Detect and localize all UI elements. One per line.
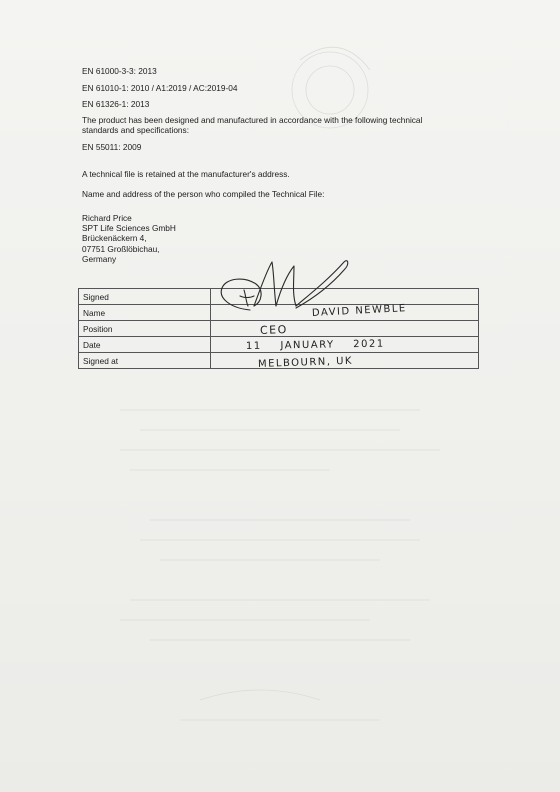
standard-line: EN 55011: 2009 xyxy=(82,142,142,152)
address-line: 07751 Großlöbichau, xyxy=(82,243,160,254)
compiler-address xyxy=(82,213,176,264)
row-label: Signed at xyxy=(79,353,211,369)
handwritten-name: DAVID NEWBLE xyxy=(311,303,408,319)
row-label: Name xyxy=(79,305,211,321)
handwritten-location: MELBOURN, UK xyxy=(257,355,354,370)
address-line: Brückenäckern 4, xyxy=(82,233,147,244)
technical-file-note: A technical file is retained at the manufacturer's address. xyxy=(82,169,290,179)
handwritten-date: 11 JANUARY 2021 xyxy=(245,338,385,352)
statement-line: The product has been designed and manufactured in accordance with the following technical xyxy=(82,115,423,125)
standard-line: EN 61010-1: 2010 / A1:2019 / AC:2019-04 xyxy=(82,83,238,93)
compiler-heading: Name and address of the person who compiled the Technical File: xyxy=(82,189,325,199)
row-label: Date xyxy=(79,337,211,353)
standard-line: EN 61326-1: 2013 xyxy=(82,99,150,109)
row-value xyxy=(211,321,479,337)
address-line: Germany xyxy=(82,253,117,264)
address-line: Richard Price xyxy=(82,213,132,223)
statement-line: standards and specifications: xyxy=(82,125,190,135)
standard-line: EN 61000-3-3: 2013 xyxy=(82,66,157,76)
handwritten-position: CEO xyxy=(259,323,289,337)
address-line: SPT Life Sciences GmbH xyxy=(82,223,176,234)
row-label: Position xyxy=(79,321,211,337)
row-label: Signed xyxy=(79,289,211,305)
